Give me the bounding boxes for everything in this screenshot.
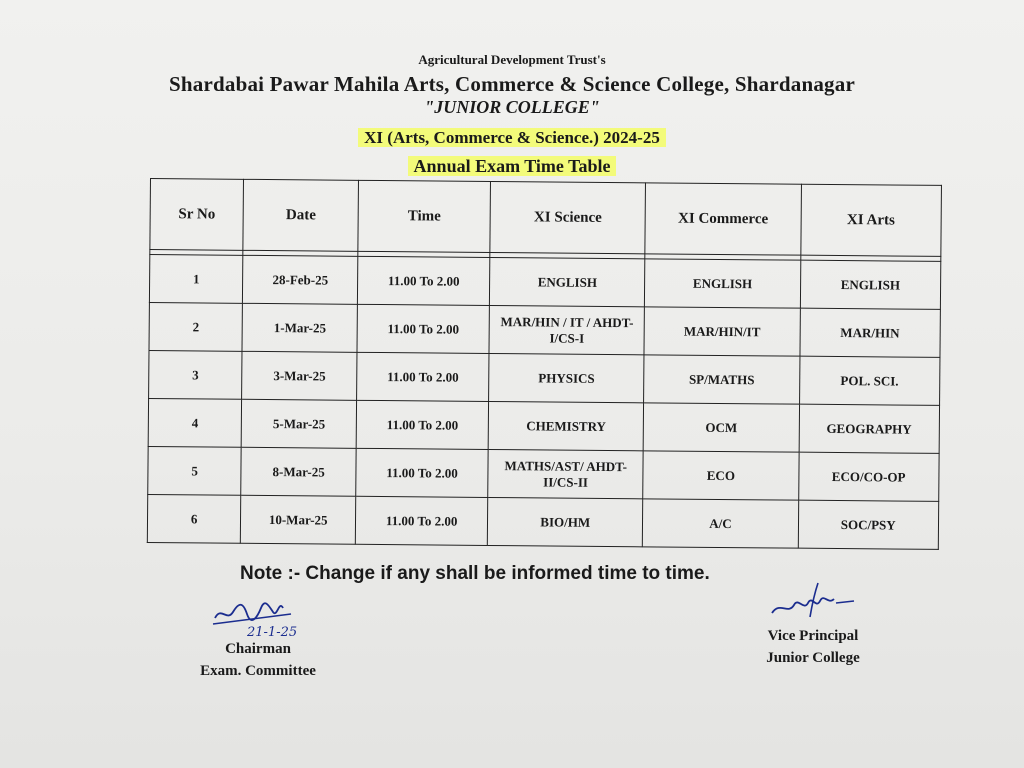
- table-row: [149, 302, 940, 357]
- table-cell: 6: [147, 494, 241, 543]
- table-header-row: [150, 179, 942, 257]
- college-name: Shardabai Pawar Mahila Arts, Commerce & Science College, Shardanagar: [169, 72, 855, 96]
- table-row: [149, 350, 940, 405]
- table-cell: GEOGRAPHY: [799, 404, 940, 453]
- table-cell: MAR/HIN / IT / AHDT-I/CS-I: [489, 305, 645, 354]
- table-cell: BIO/HM: [487, 497, 643, 546]
- column-header: XI Arts: [800, 184, 941, 256]
- timetable: [147, 178, 942, 550]
- table-cell: MAR/HIN: [800, 308, 941, 357]
- table-cell: SP/MATHS: [644, 355, 800, 404]
- table-cell: 2: [149, 302, 243, 351]
- table-cell: 11.00 To 2.00: [357, 352, 489, 401]
- column-header: Date: [243, 179, 358, 251]
- table-cell: 3-Mar-25: [242, 351, 357, 400]
- table-cell: POL. SCI.: [799, 356, 940, 405]
- chairman-signature-icon: [203, 588, 313, 638]
- table-cell: 28-Feb-25: [243, 255, 358, 304]
- table-cell: 1-Mar-25: [242, 303, 357, 352]
- vice-principal-title: Vice Principal: [767, 628, 859, 644]
- column-header: XI Commerce: [645, 183, 801, 255]
- table-cell: 10-Mar-25: [241, 495, 356, 544]
- table-cell: 8-Mar-25: [241, 447, 356, 496]
- table-cell: ECO/CO-OP: [798, 452, 939, 501]
- table-cell: 11.00 To 2.00: [358, 256, 490, 305]
- table-cell: ECO: [643, 451, 799, 500]
- table-row: [147, 494, 938, 549]
- table-cell: 5: [148, 446, 242, 495]
- vice-principal-signature-icon: [758, 575, 868, 625]
- table-cell: 5-Mar-25: [241, 399, 356, 448]
- table-cell: ENGLISH: [645, 259, 801, 308]
- column-header: Sr No: [150, 179, 244, 251]
- table-cell: 3: [149, 350, 243, 399]
- table-cell: A/C: [643, 499, 799, 548]
- column-header: Time: [358, 180, 491, 252]
- trust-name: Agricultural Development Trust's: [418, 52, 606, 67]
- table-cell: MAR/HIN/IT: [644, 307, 800, 356]
- column-header: XI Science: [490, 181, 646, 253]
- table-cell: 11.00 To 2.00: [357, 304, 489, 353]
- table-cell: 11.00 To 2.00: [356, 400, 488, 449]
- table-cell: 4: [148, 398, 242, 447]
- table-row: [148, 398, 939, 453]
- exam-title-text: Annual Exam Time Table: [408, 156, 617, 176]
- junior-college-label: "JUNIOR COLLEGE": [424, 97, 600, 117]
- table-cell: ENGLISH: [490, 257, 646, 306]
- vice-principal-signature-block: [748, 575, 878, 669]
- note-text: Note :- Change if any shall be informed time to time.: [240, 563, 710, 584]
- table-cell: MATHS/AST/ AHDT-II/CS-II: [488, 449, 644, 498]
- class-year-line: [0, 128, 1024, 148]
- junior-college-title: Junior College: [766, 650, 860, 666]
- table-row: [148, 446, 939, 501]
- table-cell: ENGLISH: [800, 260, 941, 309]
- table-cell: 11.00 To 2.00: [356, 448, 488, 497]
- class-year-text: XI (Arts, Commerce & Science.) 2024-25: [358, 128, 666, 147]
- chairman-title: Chairman: [225, 641, 291, 657]
- exam-title: [0, 156, 1024, 177]
- table-cell: SOC/PSY: [798, 500, 939, 549]
- table-row: [149, 255, 940, 310]
- table-cell: 1: [149, 255, 243, 304]
- table-cell: CHEMISTRY: [488, 401, 644, 450]
- table-cell: PHYSICS: [489, 353, 645, 402]
- chairman-signature-block: [178, 588, 338, 682]
- table-cell: OCM: [644, 403, 800, 452]
- table-cell: 11.00 To 2.00: [355, 496, 487, 545]
- exam-committee-title: Exam. Committee: [200, 663, 316, 679]
- chairman-signature-date: 21-1-25: [247, 625, 298, 638]
